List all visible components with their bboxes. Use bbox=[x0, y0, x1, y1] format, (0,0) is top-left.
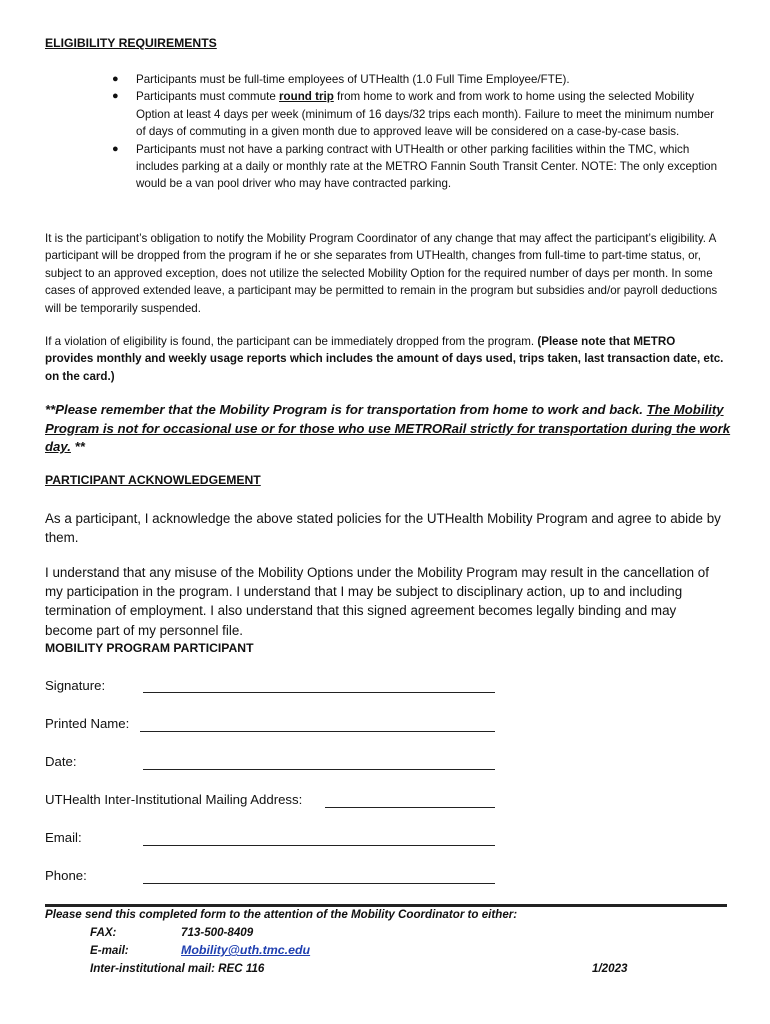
round-trip-emphasis: round trip bbox=[279, 90, 334, 104]
email-label: Email: bbox=[45, 830, 82, 845]
signature-label: Signature: bbox=[45, 678, 106, 693]
bullet-icon: ● bbox=[112, 90, 119, 103]
phone-field[interactable] bbox=[143, 883, 495, 884]
date-label: Date: bbox=[45, 754, 77, 769]
program-reminder: **Please remember that the Mobility Program is for transportation from home to work and back. The Mobility Program is not for occasional use or for those who use METRORail strictly for transportation during the work day. ** bbox=[45, 402, 731, 455]
printed-name-label: Printed Name: bbox=[45, 716, 130, 731]
obligation-paragraph: It is the participant’s obligation to notify the Mobility Program Coordinator of any change that may affect the participant’s eligibility. A participant will be dropped from the program if he or she separates from UTHealth, changes from full-time to part-time status, or, subject to an approved exception, does not utilize the selected Mobility Option for the required number of days per month. In some cases of approved extended leave, a participant may be permitted to remain in the program but subsidies and/or payroll deductions will be temporarily suspended. bbox=[45, 232, 718, 315]
list-item: ● Participants must be full-time employees of UTHealth (1.0 Full Time Employee/FTE). bbox=[112, 71, 724, 88]
eligibility-list bbox=[112, 71, 724, 193]
mobility-email-link[interactable]: Mobility@uth.tmc.edu bbox=[181, 943, 311, 957]
signature-field[interactable] bbox=[143, 692, 495, 693]
eligibility-heading: ELIGIBILITY REQUIREMENTS bbox=[45, 36, 217, 50]
acknowledge-paragraph: As a participant, I acknowledge the above stated policies for the UTHealth Mobility Program and agree to abide by them. bbox=[45, 511, 721, 546]
phone-label: Phone: bbox=[45, 868, 87, 883]
printed-name-field[interactable] bbox=[140, 731, 495, 732]
mailing-address-field[interactable] bbox=[325, 807, 495, 808]
acknowledgement-heading: PARTICIPANT ACKNOWLEDGEMENT bbox=[45, 473, 261, 487]
mailing-address-label: UTHealth Inter-Institutional Mailing Address: bbox=[45, 792, 303, 807]
form-version: 1/2023 bbox=[592, 962, 628, 975]
participant-heading: MOBILITY PROGRAM PARTICIPANT bbox=[45, 641, 254, 655]
violation-paragraph: If a violation of eligibility is found, the participant can be immediately dropped from the program. (Please note that METRO provides monthly and weekly usage reports which includes the amount of days used, trips taken, last transaction date, etc. on the card.) bbox=[45, 335, 724, 383]
list-item: ● Participants must not have a parking contract with UTHealth or other parking facilities within the TMC, which includes parking at a daily or monthly rate at the METRO Fannin South Transit Center. NOTE: The only exception would be a van pool driver who may have contracted parking. bbox=[112, 142, 718, 191]
footer-instruction: Please send this completed form to the attention of the Mobility Coordinator to either: bbox=[45, 908, 518, 921]
bullet-icon: ● bbox=[112, 73, 119, 85]
list-item: ● Participants must commute round trip from home to work and from work to home using the selected Mobility Option at least 4 days per week (minimum of 16 days/32 trips each month). Failure to meet the minimum number of days of commuting in a given month due to approved leave will be considered on a case-by-case basis. bbox=[112, 90, 715, 139]
date-field[interactable] bbox=[143, 769, 495, 770]
bullet-icon: ● bbox=[112, 142, 119, 155]
email-contact-label: E-mail: bbox=[90, 944, 129, 957]
footer-divider bbox=[45, 904, 727, 907]
fax-label: FAX: bbox=[90, 926, 117, 939]
email-field[interactable] bbox=[143, 845, 495, 846]
interinstitutional-mail: Inter-institutional mail: REC 116 bbox=[90, 962, 265, 975]
fax-number: 713-500-8409 bbox=[181, 926, 254, 939]
understand-paragraph: I understand that any misuse of the Mobility Options under the Mobility Program may result in the cancellation of my participation in the program. I understand that I may be subject to disciplinary action, up to and including termination of employment. I also understand that this signed agreement becomes legally binding and may become part of my personnel file. bbox=[45, 565, 709, 638]
